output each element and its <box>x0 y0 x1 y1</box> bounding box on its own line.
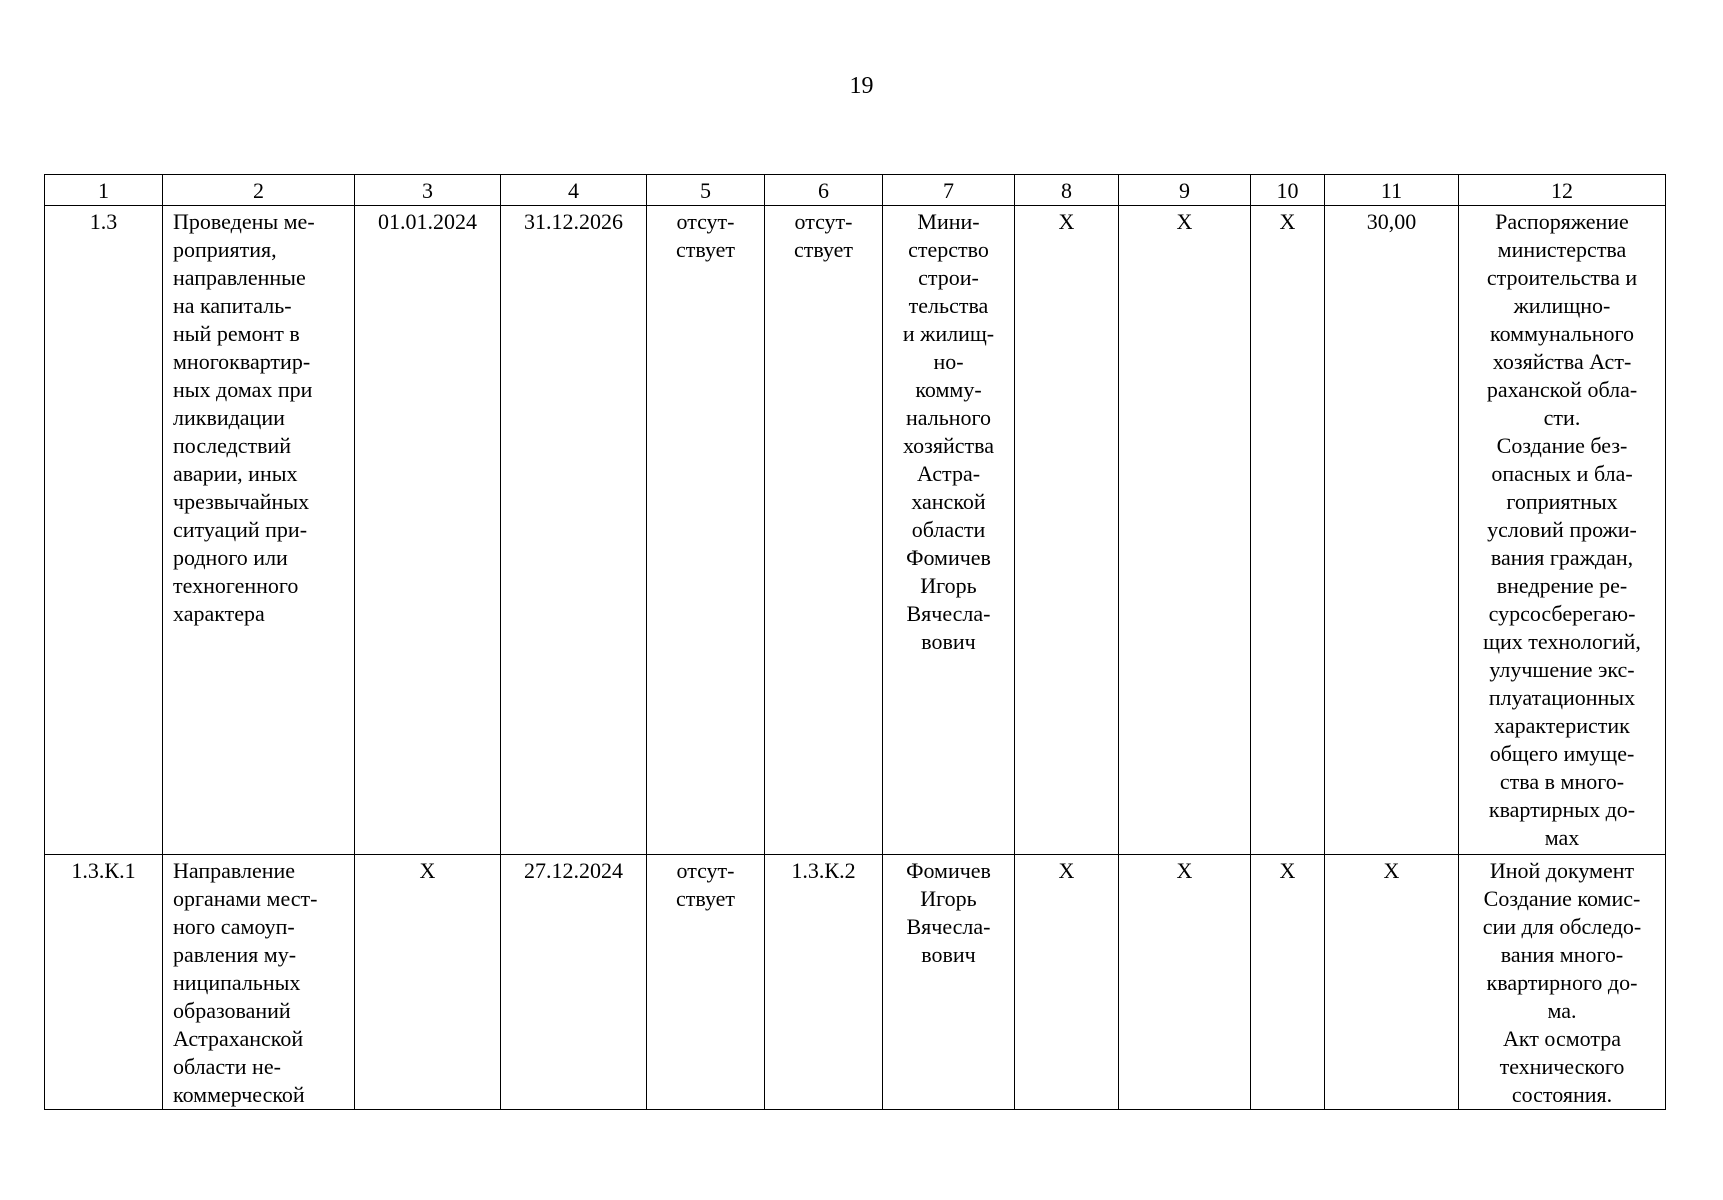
document-cell: Распоряжение министерства строительства и жилищно- коммунального хозяйства Аст- раханской обла- сти. Создание без- опасных и бла- гоприятных условий прожи- вания граждан, внедрение ре- сурсосберегаю- щих технологий, улучшение экс- плуатационных характеристик общего имуще- ства в много- квартирных до- мах <box>1459 206 1666 855</box>
column-header-8: 8 <box>1015 175 1119 206</box>
column-6-cell: 1.3.К.2 <box>765 855 883 1110</box>
column-header-5: 5 <box>647 175 765 206</box>
row-number-cell: 1.3.К.1 <box>45 855 163 1110</box>
column-header-3: 3 <box>355 175 501 206</box>
start-date-cell: 01.01.2024 <box>355 206 501 855</box>
column-9-cell: X <box>1119 855 1251 1110</box>
column-header-4: 4 <box>501 175 647 206</box>
amount-cell: 30,00 <box>1325 206 1459 855</box>
column-8-cell: X <box>1015 855 1119 1110</box>
table-row <box>45 855 1666 1110</box>
column-8-cell: X <box>1015 206 1119 855</box>
start-date-cell: X <box>355 855 501 1110</box>
document-table <box>44 174 1666 1110</box>
responsible-cell: Мини- стерство строи- тельства и жилищ- но- комму- нального хозяйства Астра- ханской области Фомичев Игорь Вячесла- вович <box>883 206 1015 855</box>
column-header-7: 7 <box>883 175 1015 206</box>
amount-cell: X <box>1325 855 1459 1110</box>
column-10-cell: X <box>1251 206 1325 855</box>
column-header-12: 12 <box>1459 175 1666 206</box>
table-row <box>45 206 1666 855</box>
column-header-6: 6 <box>765 175 883 206</box>
column-header-11: 11 <box>1325 175 1459 206</box>
row-number-cell: 1.3 <box>45 206 163 855</box>
column-5-cell: отсут- ствует <box>647 206 765 855</box>
column-header-9: 9 <box>1119 175 1251 206</box>
end-date-cell: 27.12.2024 <box>501 855 647 1110</box>
column-5-cell: отсут- ствует <box>647 855 765 1110</box>
column-10-cell: X <box>1251 855 1325 1110</box>
page-number: 19 <box>849 73 874 99</box>
document-cell: Иной документ Создание комис- сии для обследо- вания много- квартирного до- ма. Акт осмотра технического состояния. <box>1459 855 1666 1110</box>
column-9-cell: X <box>1119 206 1251 855</box>
end-date-cell: 31.12.2026 <box>501 206 647 855</box>
measure-name-cell: Направление органами мест- ного самоуп- равления му- ниципальных образований Астраханской области не- коммерческой <box>163 855 355 1110</box>
measure-name-cell: Проведены ме- роприятия, направленные на капиталь- ный ремонт в многоквартир- ных домах при ликвидации последствий аварии, иных чрезвычайных ситуаций при- родного или техногенного характера <box>163 206 355 855</box>
column-header-2: 2 <box>163 175 355 206</box>
column-header-10: 10 <box>1251 175 1325 206</box>
column-header-1: 1 <box>45 175 163 206</box>
responsible-cell: Фомичев Игорь Вячесла- вович <box>883 855 1015 1110</box>
header-row <box>45 175 1666 206</box>
column-6-cell: отсут- ствует <box>765 206 883 855</box>
